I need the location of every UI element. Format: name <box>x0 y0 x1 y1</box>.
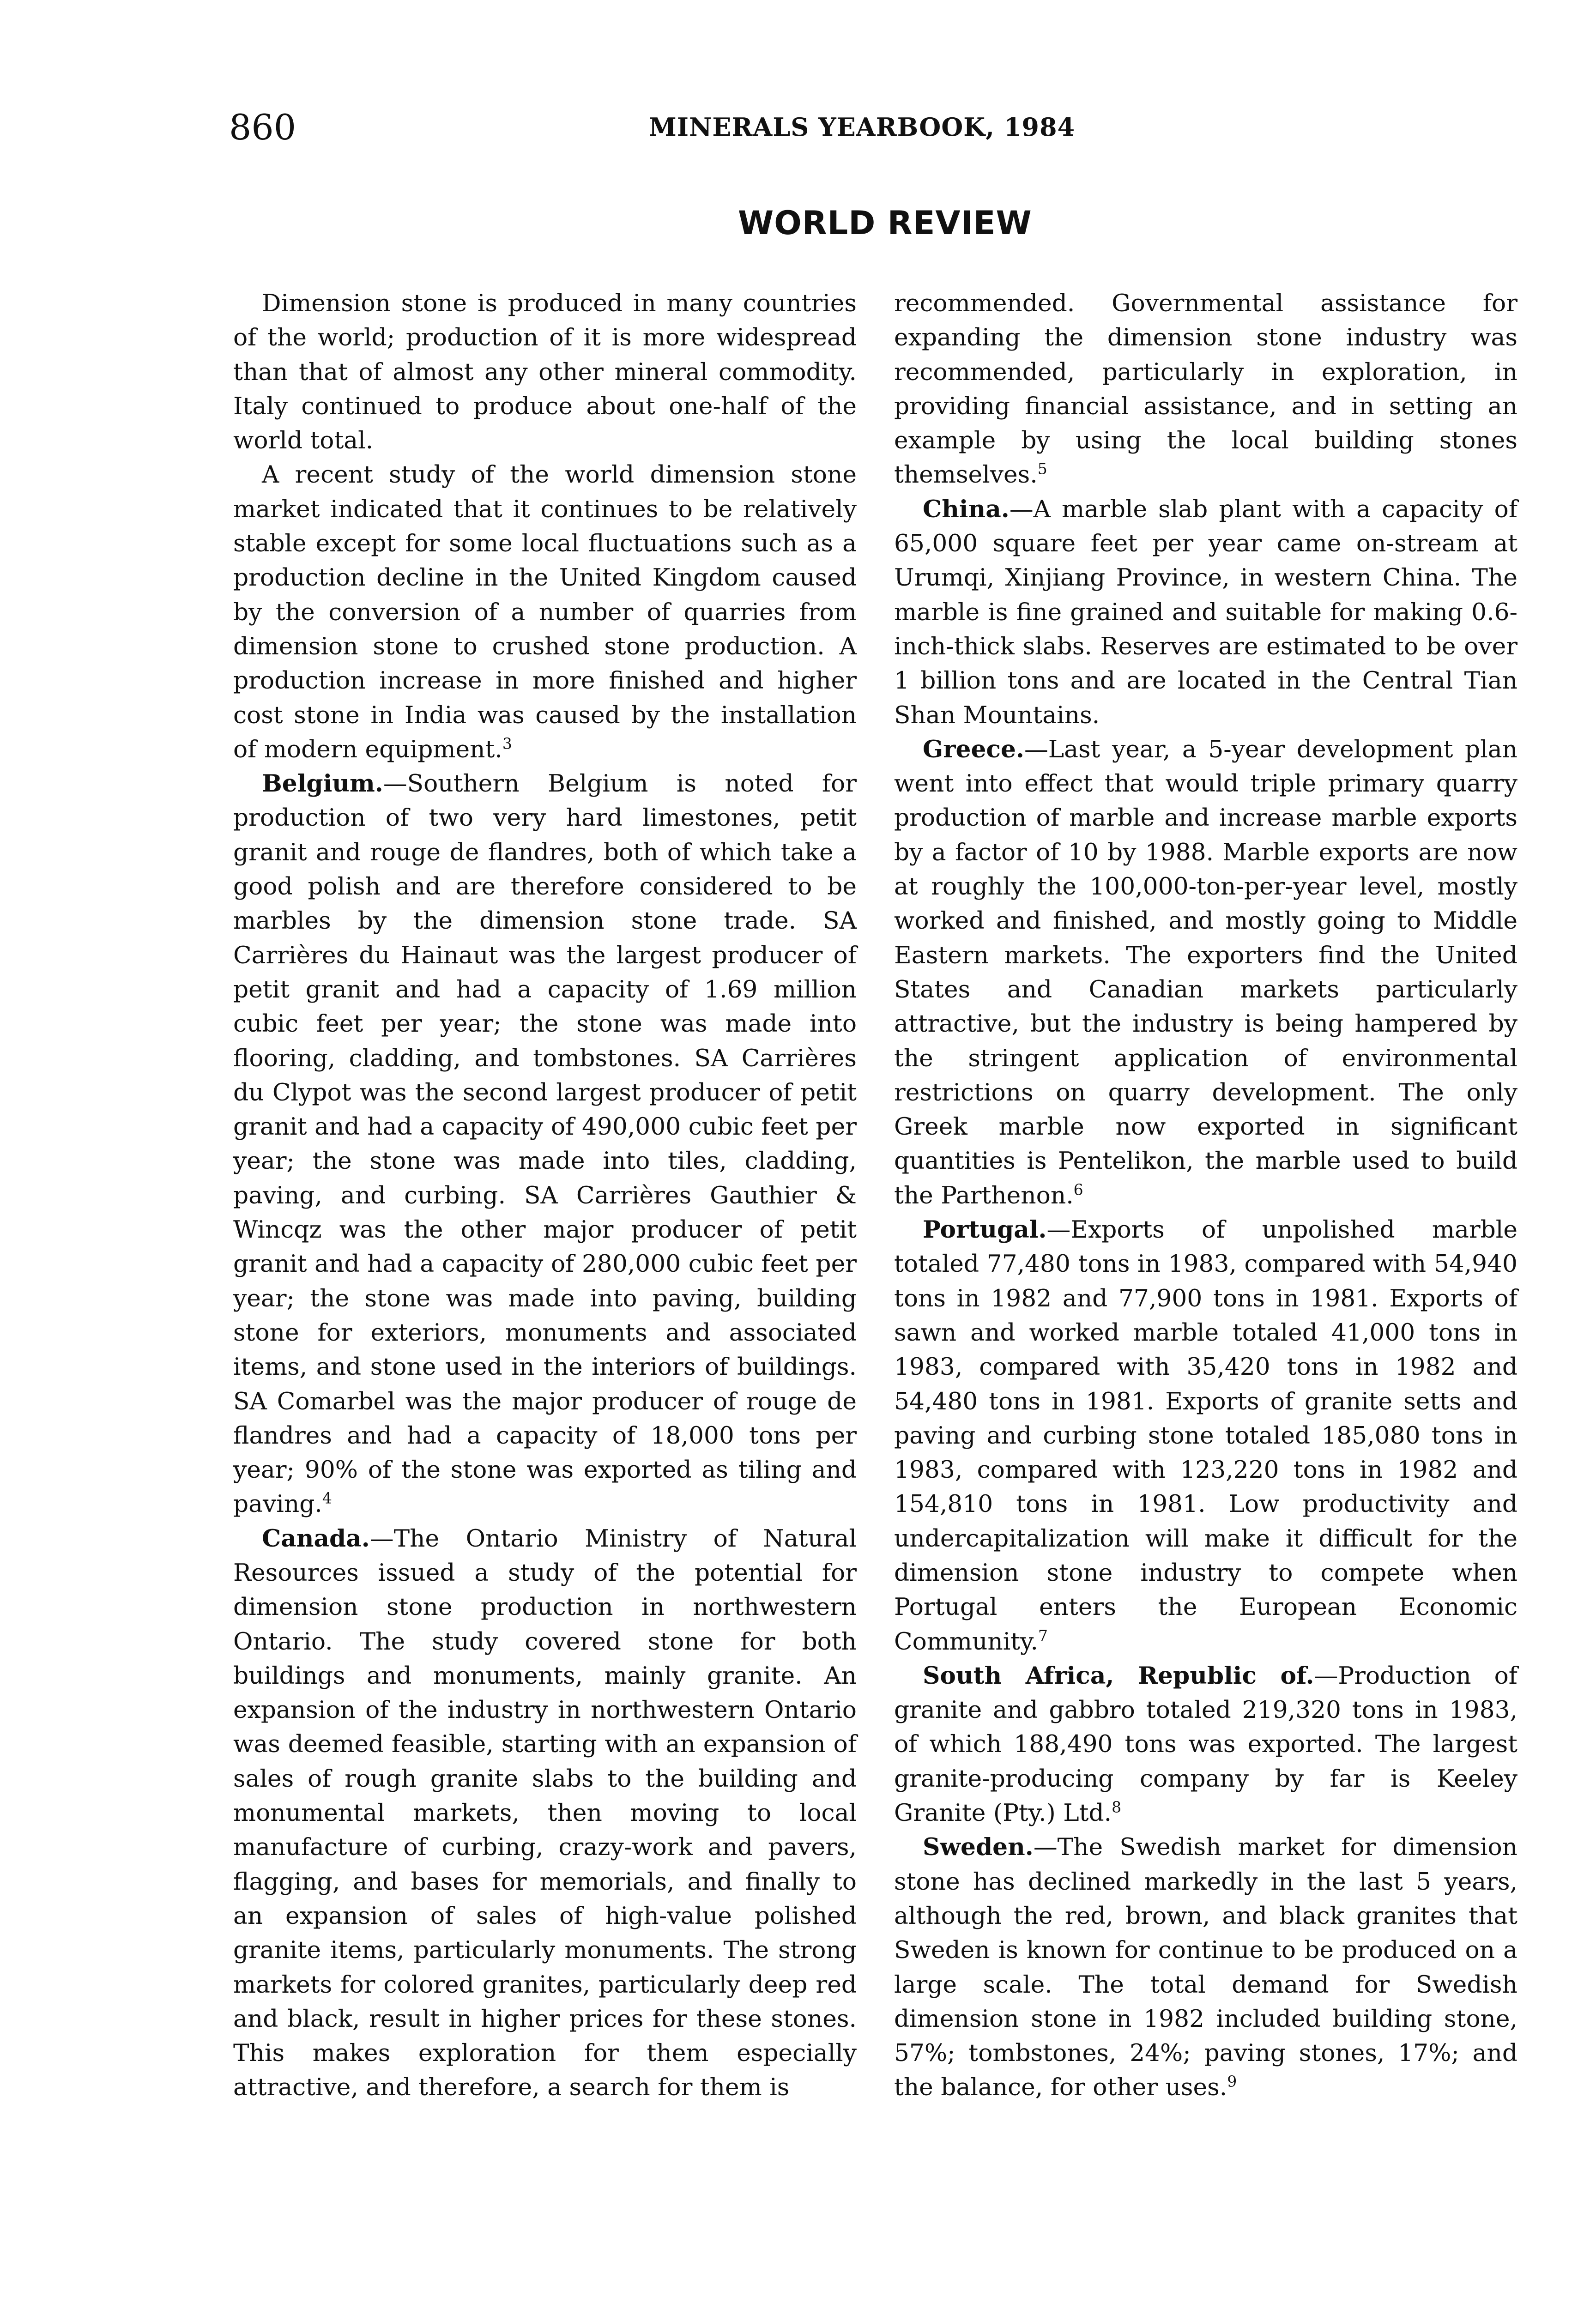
canada-continued-text: recommended. Governmental assistance for expanding the dimension stone industry was recommended, particularly in exploration, in providing financial assistance, and in setting an example by using the local building stones themselves. <box>894 290 1517 489</box>
canada-continued-paragraph <box>894 286 1517 492</box>
footnote-ref-3: 3 <box>502 734 512 753</box>
south-africa-paragraph <box>894 1659 1517 1830</box>
belgium-text: —Southern Belgium is noted for production of two very hard limestones, petit granit and rouge de flandres, both of which take a good polish and are therefore considered to be marbles by the dimension stone trade. SA Carrières du Hainaut was the largest producer of petit granit and had a capacity of 1.69 million cubic feet per year; the stone was made into flooring, cladding, and tombstones. SA Carrières du Clypot was the second largest producer of petit granit and had a capacity of 490,000 cubic feet per year; the stone was made into tiles, cladding, paving, and curbing. SA Carrières Gauthier & Wincqz was the other major producer of petit granit and had a capacity of 280,000 cubic feet per year; the stone was made into paving, building stone for exteriors, monuments and associated items, and stone used in the interiors of buildings. SA Comarbel was the major producer of rouge de flandres and had a capacity of 18,000 tons per year; 90% of the stone was exported as tiling and paving. <box>233 770 857 1518</box>
china-heading: China. <box>923 495 1010 523</box>
sweden-paragraph <box>894 1830 1517 2104</box>
footnote-ref-9: 9 <box>1227 2073 1237 2091</box>
south-africa-text: —Production of granite and gabbro totaled 219,320 tons in 1983, of which 188,490 tons was exported. The largest granite-producing company by far is Keeley Granite (Pty.) Ltd. <box>894 1662 1517 1827</box>
greece-paragraph <box>894 732 1517 1213</box>
portugal-paragraph <box>894 1213 1517 1659</box>
intro-paragraph-2 <box>233 458 857 767</box>
portugal-text: —Exports of unpolished marble totaled 77,480 tons in 1983, compared with 54,940 tons in 1982 and 77,900 tons in 1981. Exports of sawn and worked marble totaled 41,000 tons in 1983, compared with 35,420 tons in 1982 and 54,480 tons in 1981. Exports of granite setts and paving and curbing stone totaled 185,080 tons in 1983, compared with 123,220 tons in 1982 and 154,810 tons in 1981. Low productivity and undercapitalization will make it difficult for the dimension stone industry to compete when Portugal enters the European Economic Community. <box>894 1216 1517 1656</box>
footnote-ref-4: 4 <box>322 1489 332 1508</box>
belgium-paragraph <box>233 767 857 1522</box>
footnote-ref-6: 6 <box>1073 1180 1083 1199</box>
intro-paragraph-1 <box>233 286 857 458</box>
section-title: WORLD REVIEW <box>738 204 1032 242</box>
right-column <box>894 286 1517 2105</box>
south-africa-heading: South Africa, Republic of. <box>923 1661 1314 1690</box>
sweden-text: —The Swedish market for dimension stone has declined markedly in the last 5 years, although the red, brown, and black granites that Sweden is known for continue to be produced on a large scale. The total demand for Swedish dimension stone in 1982 included building stone, 57%; tombstones, 24%; paving stones, 17%; and the balance, for other uses. <box>894 1833 1517 2102</box>
intro-2-text: A recent study of the world dimension stone market indicated that it continues to be relatively stable except for some local fluctuations such as a production decline in the United Kingdom caused by the conversion of a number of quarries from dimension stone to crushed stone production. A production increase in more finished and higher cost stone in India was caused by the installation of modern equipment. <box>233 461 857 763</box>
footnote-ref-7: 7 <box>1038 1626 1048 1645</box>
canada-paragraph <box>233 1522 857 2105</box>
left-column <box>233 286 857 2105</box>
greece-text: —Last year, a 5-year development plan went into effect that would triple primary quarry production of marble and increase marble exports by a factor of 10 by 1988. Marble exports are now at roughly the 100,000-ton-per-year level, mostly worked and finished, and mostly going to Middle Eastern markets. The exporters find the United States and Canadian markets particularly attractive, but the industry is being hampered by the stringent application of environmental restrictions on quarry development. The only Greek marble now exported in significant quantities is Pentelikon, the marble used to build the Parthenon. <box>894 735 1517 1209</box>
footnote-ref-8: 8 <box>1112 1798 1122 1816</box>
belgium-heading: Belgium. <box>262 769 383 798</box>
running-head: MINERALS YEARBOOK, 1984 <box>649 112 1076 142</box>
sweden-heading: Sweden. <box>923 1833 1034 1862</box>
canada-heading: Canada. <box>262 1524 370 1553</box>
portugal-heading: Portugal. <box>923 1215 1047 1244</box>
greece-heading: Greece. <box>923 735 1024 763</box>
china-text: —A marble slab plant with a capacity of 65,000 square feet per year came on-stream at Urumqi, Xinjiang Province, in western China. The marble is fine grained and suitable for making 0.6-inch-thick slabs. Reserves are estimated to be over 1 billion tons and are located in the Central Tian Shan Mountains. <box>894 495 1517 729</box>
page-number: 860 <box>229 107 296 148</box>
china-paragraph <box>894 492 1517 732</box>
intro-1-text: Dimension stone is produced in many countries of the world; production of it is more widespread than that of almost any other mineral commodity. Italy continued to produce about one-half of the world total. <box>233 290 857 455</box>
canada-text: —The Ontario Ministry of Natural Resources issued a study of the potential for dimension stone production in northwestern Ontario. The study covered stone for both buildings and monuments, mainly granite. An expansion of the industry in northwestern Ontario was deemed feasible, starting with an expansion of sales of rough granite slabs to the building and monumental markets, then moving to local manufacture of curbing, crazy-work and pavers, flagging, and bases for memorials, and finally to an expansion of sales of high-value polished granite items, particularly monuments. The strong markets for colored granites, particularly deep red and black, result in higher prices for these stones. This makes exploration for them especially attractive, and therefore, a search for them is <box>233 1524 857 2102</box>
footnote-ref-5: 5 <box>1037 460 1047 478</box>
